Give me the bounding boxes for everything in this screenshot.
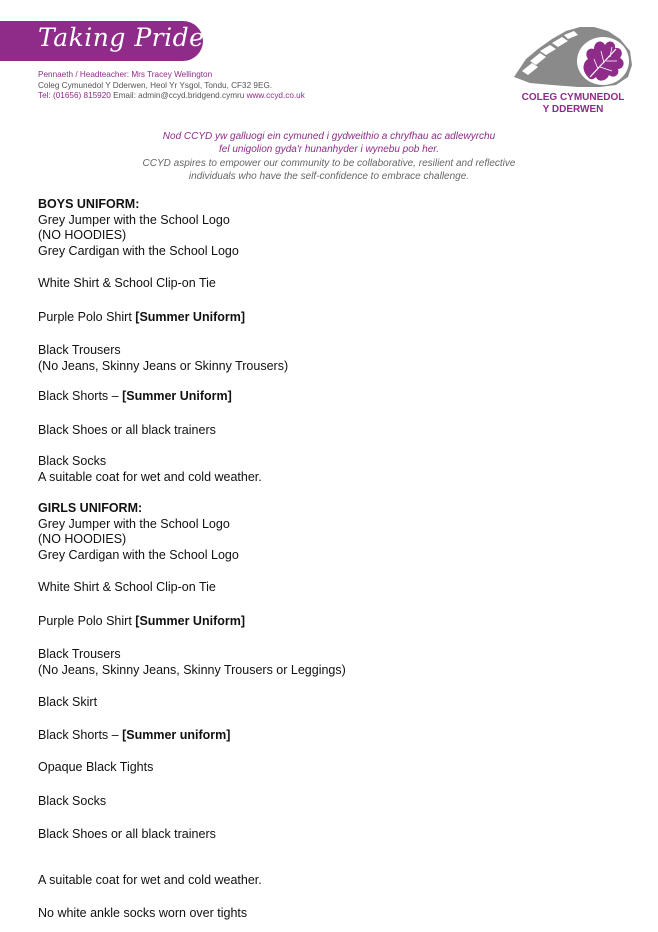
boys-heading: BOYS UNIFORM: xyxy=(38,197,140,211)
telephone: Tel: (01656) 815920 xyxy=(38,91,111,100)
girls-jumper: Grey Jumper with the School Logo xyxy=(38,516,230,531)
school-logo xyxy=(508,19,638,119)
girls-cardigan: Grey Cardigan with the School Logo xyxy=(38,547,239,562)
motto-english-line-1: CCYD aspires to empower our community to be collaborative, resilient and reflective xyxy=(142,158,516,169)
girls-trousers-note: (No Jeans, Skinny Jeans, Skinny Trousers or Leggings) xyxy=(38,662,346,677)
girls-shirt: White Shirt & School Clip-on Tie xyxy=(38,580,216,594)
girls-skirt: Black Skirt xyxy=(38,695,98,709)
girls-shorts xyxy=(38,728,638,744)
contact-block xyxy=(38,70,305,102)
motto-welsh-line-1: Nod CCYD yw galluogi ein cymuned i gydweithio a chryfhau ac adlewyrchu xyxy=(162,131,496,142)
boys-shoes: Black Shoes or all black trainers xyxy=(38,422,216,437)
girls-tights: Opaque Black Tights xyxy=(38,760,154,774)
boys-trousers-note: (No Jeans, Skinny Jeans or Skinny Trousers) xyxy=(38,358,289,373)
website-link[interactable]: www.ccyd.co.uk xyxy=(246,91,305,100)
motto-welsh-line-2: fel unigolion gyda'r hunanhyder i wynebu pob her. xyxy=(218,143,440,155)
banner-title: Taking Pride xyxy=(38,23,205,52)
contact-line xyxy=(38,91,305,102)
headteacher-line xyxy=(38,70,305,81)
boys-polo-tag: [Summer Uniform] xyxy=(135,309,246,324)
girls-no-hoodies: (NO HOODIES) xyxy=(38,532,127,546)
girls-heading: GIRLS UNIFORM: xyxy=(38,501,143,515)
boys-shorts-label: Black Shorts – xyxy=(38,389,123,403)
headteacher-name: Mrs Tracey Wellington xyxy=(131,70,213,79)
boys-polo xyxy=(38,310,638,326)
boys-cardigan: Grey Cardigan with the School Logo xyxy=(38,243,239,258)
logo-line-1: COLEG CYMUNEDOL xyxy=(521,92,625,103)
boys-shorts-tag: [Summer Uniform] xyxy=(122,389,232,403)
girls-ankle-socks: No white ankle socks worn over tights xyxy=(38,906,248,920)
taking-pride-banner xyxy=(0,21,203,61)
boys-polo-label: Purple Polo Shirt xyxy=(38,309,136,324)
motto-english-line-2: individuals who have the self-confidence to embrace challenge. xyxy=(188,170,470,182)
boys-shorts xyxy=(38,389,638,405)
oak-leaf-icon xyxy=(508,19,638,91)
girls-coat: A suitable coat for wet and cold weather. xyxy=(38,872,262,887)
logo-line-2: Y DDERWEN xyxy=(542,103,604,115)
boys-no-hoodies: (NO HOODIES) xyxy=(38,228,127,242)
boys-socks: Black Socks xyxy=(38,454,107,468)
email: Email: admin@ccyd.bridgend.cymru xyxy=(110,91,247,100)
girls-shoes: Black Shoes or all black trainers xyxy=(38,827,216,841)
motto-english xyxy=(0,158,658,183)
address-line: Coleg Cymunedol Y Dderwen, Heol Yr Ysgol, Tondu, CF32 9EG. xyxy=(38,80,273,90)
girls-polo xyxy=(38,614,638,630)
girls-shorts-tag: [Summer uniform] xyxy=(122,727,231,742)
girls-polo-label: Purple Polo Shirt xyxy=(38,613,136,628)
uniform-list xyxy=(38,197,638,922)
girls-shorts-label: Black Shorts – xyxy=(38,727,123,742)
boys-coat: A suitable coat for wet and cold weather. xyxy=(38,469,262,484)
boys-trousers: Black Trousers xyxy=(38,343,121,357)
girls-socks: Black Socks xyxy=(38,793,107,808)
boys-shirt: White Shirt & School Clip-on Tie xyxy=(38,276,216,290)
boys-jumper: Grey Jumper with the School Logo xyxy=(38,212,230,227)
headteacher-label: Pennaeth / Headteacher: xyxy=(38,70,132,79)
girls-trousers: Black Trousers xyxy=(38,647,121,661)
motto-welsh xyxy=(0,131,658,156)
logo-school-name xyxy=(508,92,638,115)
girls-polo-tag: [Summer Uniform] xyxy=(135,613,246,628)
